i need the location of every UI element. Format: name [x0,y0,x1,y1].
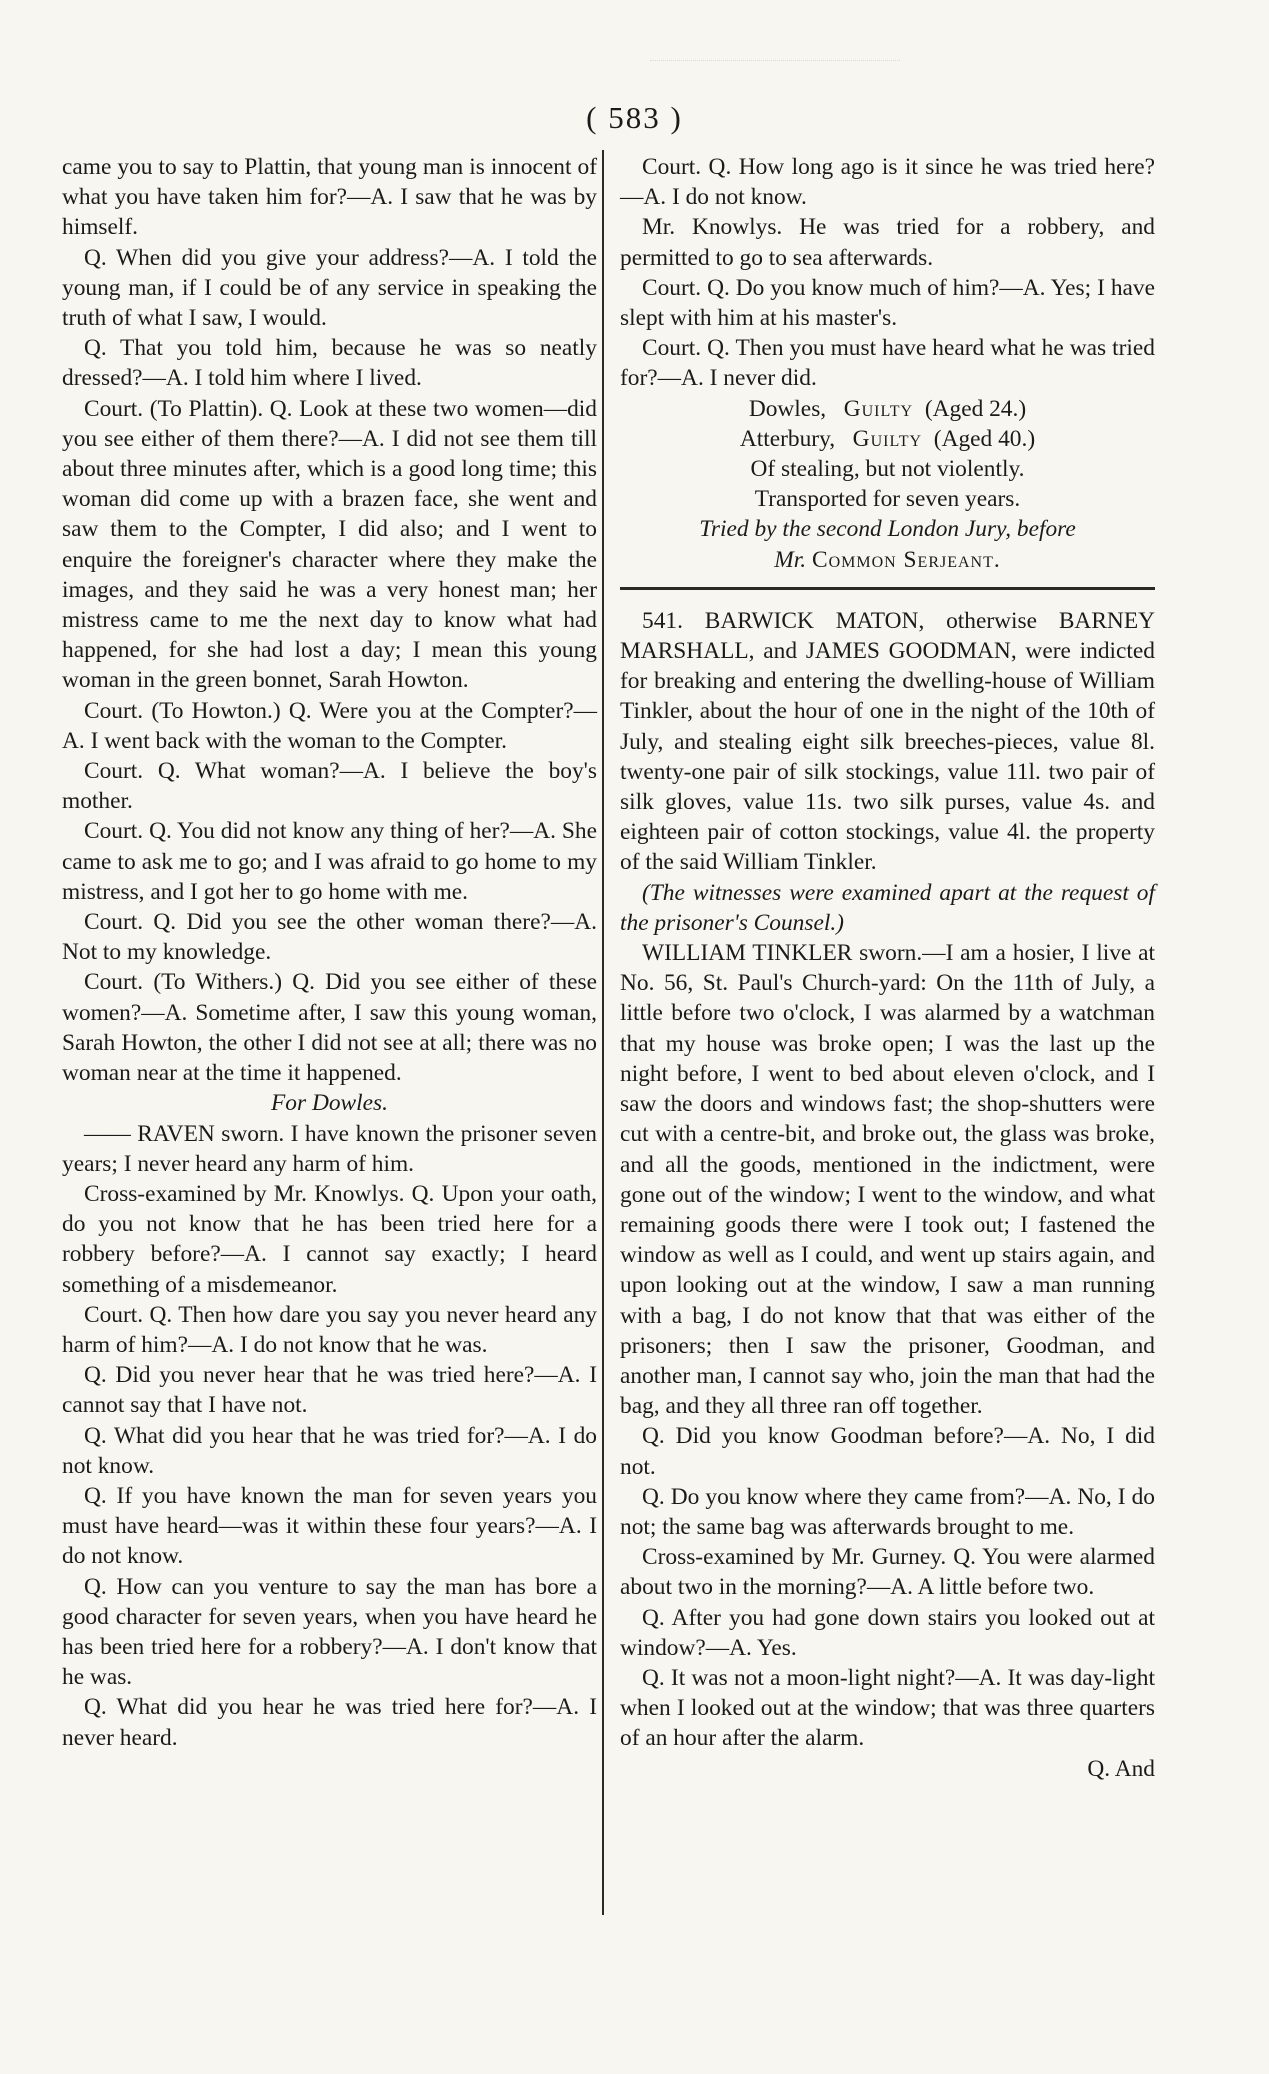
paragraph: Q. It was not a moon-light night?—A. It was day-light when I looked out at the window; that was three quarters of an hour after the alarm. [620,1664,1155,1752]
paragraph: Q. That you told him, because he was so neatly dressed?—A. I told him where I lived. [62,335,597,392]
section-subheading: For Dowles. [271,1090,388,1117]
paragraph: Court. Q. Do you know much of him?—A. Yes; I have slept with him at his master's. [620,274,1155,332]
catchword: Q. And [1087,1755,1155,1782]
paragraph: Court. (To Withers.) Q. Did you see either of these women?—A. Sometime after, I saw this young woman, Sarah Howton, the other I did not see at all; there was no woman near at the time it happened. [62,969,597,1087]
paragraph: Q. What did you hear that he was tried for?—A. I do not know. [62,1422,597,1479]
witness-note: (The witnesses were examined apart at the request of the prisoner's Counsel.) [620,879,1155,936]
paragraph: Q. After you had gone down stairs you looked out at window?—A. Yes. [620,1604,1155,1661]
paragraph: Court. Q. How long ago is it since he was tried here?—A. I do not know. [620,154,1155,211]
paragraph: Q. If you have known the man for seven years you must have heard—was it within these four years?—A. I do not know. [62,1482,597,1570]
verdict-line [620,394,1155,424]
paragraph: Q. When did you give your address?—A. I told the young man, if I could be of any service in speaking the truth of what I saw, I would. [62,244,597,332]
paragraph: Court. Q. Then you must have heard what he was tried for?—A. I never did. [620,335,1155,392]
right-column [620,152,1155,1784]
paragraph: WILLIAM TINKLER sworn.—I am a hosier, I live at No. 56, St. Paul's Church-yard: On the 11th of July, a little before two o'clock, I was alarmed by a watchman that my house was broke open; I was the last up the night before, I went to bed about eleven o'clock, and I saw the doors and windows fast; the shop-shutters were cut with a centre-bit, and broke out, the glass was broke, and all the goods, mentioned in the indictment, were gone out of the window; I went to the window, and what remaining goods there were I took out; I fastened the window as well as I could, and went up stairs again, and upon looking out at the window, I saw a man running with a bag, I do not know that that was either of the prisoners; then I saw the prisoner, Goodman, and another man, I cannot say who, join the man that had the bag, and they all three ran off together. [620,940,1155,1420]
paragraph: —— RAVEN sworn. I have known the prisoner seven years; I never heard any harm of him. [62,1120,597,1177]
scan-artifact [650,60,900,71]
paragraph: Mr. Knowlys. He was tried for a robbery, and permitted to go to sea afterwards. [620,214,1155,271]
paragraph: Q. Did you know Goodman before?—A. No, I did not. [620,1423,1155,1480]
defendant-age: (Aged 24.) [924,395,1027,422]
paragraph: Court. (To Howton.) Q. Were you at the Compter?—A. I went back with the woman to the Compter. [62,697,597,754]
paragraph: Q. Did you never hear that he was tried here?—A. I cannot say that I have not. [62,1362,597,1419]
column-divider [602,150,604,1915]
paragraph: Court. (To Plattin). Q. Look at these two women—did you see either of them there?—A. I did not see them till about three minutes after, which is a good long time; this woman did come up with a brazen face, she went and saw them to the Compter, I did also; and I went to enquire the foreigner's character where they make the images, and they said he was a very honest man; her mistress came to me the next day to know what had happened, for she had lost a day; I mean this young woman in the green bonnet, Sarah Howton. [62,395,597,694]
case-heading: 541. BARWICK MATON, otherwise BARNEY MARSHALL, and JAMES GOODMAN, were indicted for breaking and entering the dwelling-house of William Tinkler, about the hour of one in the night of the 10th of July, and stealing eight silk breeches-pieces, value 8l. twenty-one pair of silk stockings, value 11l. two pair of silk gloves, value 11s. two silk purses, value 4s. and eighteen pair of cotton stockings, value 4l. the property of the said William Tinkler. [620,607,1155,876]
paragraph: Cross-examined by Mr. Knowlys. Q. Upon your oath, do you not know that he has been tried here for a robbery before?—A. I cannot say exactly; I heard something of a misdemeanor. [62,1180,597,1298]
verdict-text: Guilty [852,425,923,452]
verdict-text: Guilty [843,395,914,422]
paragraph: Court. Q. You did not know any thing of her?—A. She came to ask me to go; and I was afraid to go home to my mistress, and I got her to go home with me. [62,818,597,905]
judge-title: Mr. [774,546,807,573]
left-column [62,152,597,1753]
paragraph: Court. Q. Then how dare you say you never heard any harm of him?—A. I do not know that he was. [62,1301,597,1358]
judge-line [620,545,1155,575]
judge-name: Common Serjeant. [811,546,1001,573]
section-divider [620,587,1155,590]
paragraph: came you to say to Plattin, that young man is innocent of what you have taken him for?—A. I saw that he was by himself. [62,154,597,241]
paragraph: Court. Q. What woman?—A. I believe the boy's mother. [62,758,597,815]
paragraph: Court. Q. Did you see the other woman there?—A. Not to my knowledge. [62,909,597,966]
defendant-age: (Aged 40.) [933,425,1036,452]
paragraph: Q. Do you know where they came from?—A. No, I do not; the same bag was afterwards brought to me. [620,1483,1155,1540]
defendant-name: Dowles, [748,395,827,422]
verdict-line: Of stealing, but not violently. [750,456,1025,483]
verdict-line [620,424,1155,454]
sentence-line: Transported for seven years. [754,486,1021,513]
verdict-block [620,394,1155,575]
jury-line: Tried by the second London Jury, before [699,516,1076,543]
paragraph: Q. What did you hear he was tried here for?—A. I never heard. [62,1694,597,1751]
paragraph: Q. How can you venture to say the man has bore a good character for seven years, when you have heard he has been tried here for a robbery?—A. I don't know that he was. [62,1573,597,1691]
paragraph: Cross-examined by Mr. Gurney. Q. You were alarmed about two in the morning?—A. A little before two. [620,1544,1155,1601]
defendant-name: Atterbury, [739,425,836,452]
page-number: ( 583 ) [586,100,683,135]
